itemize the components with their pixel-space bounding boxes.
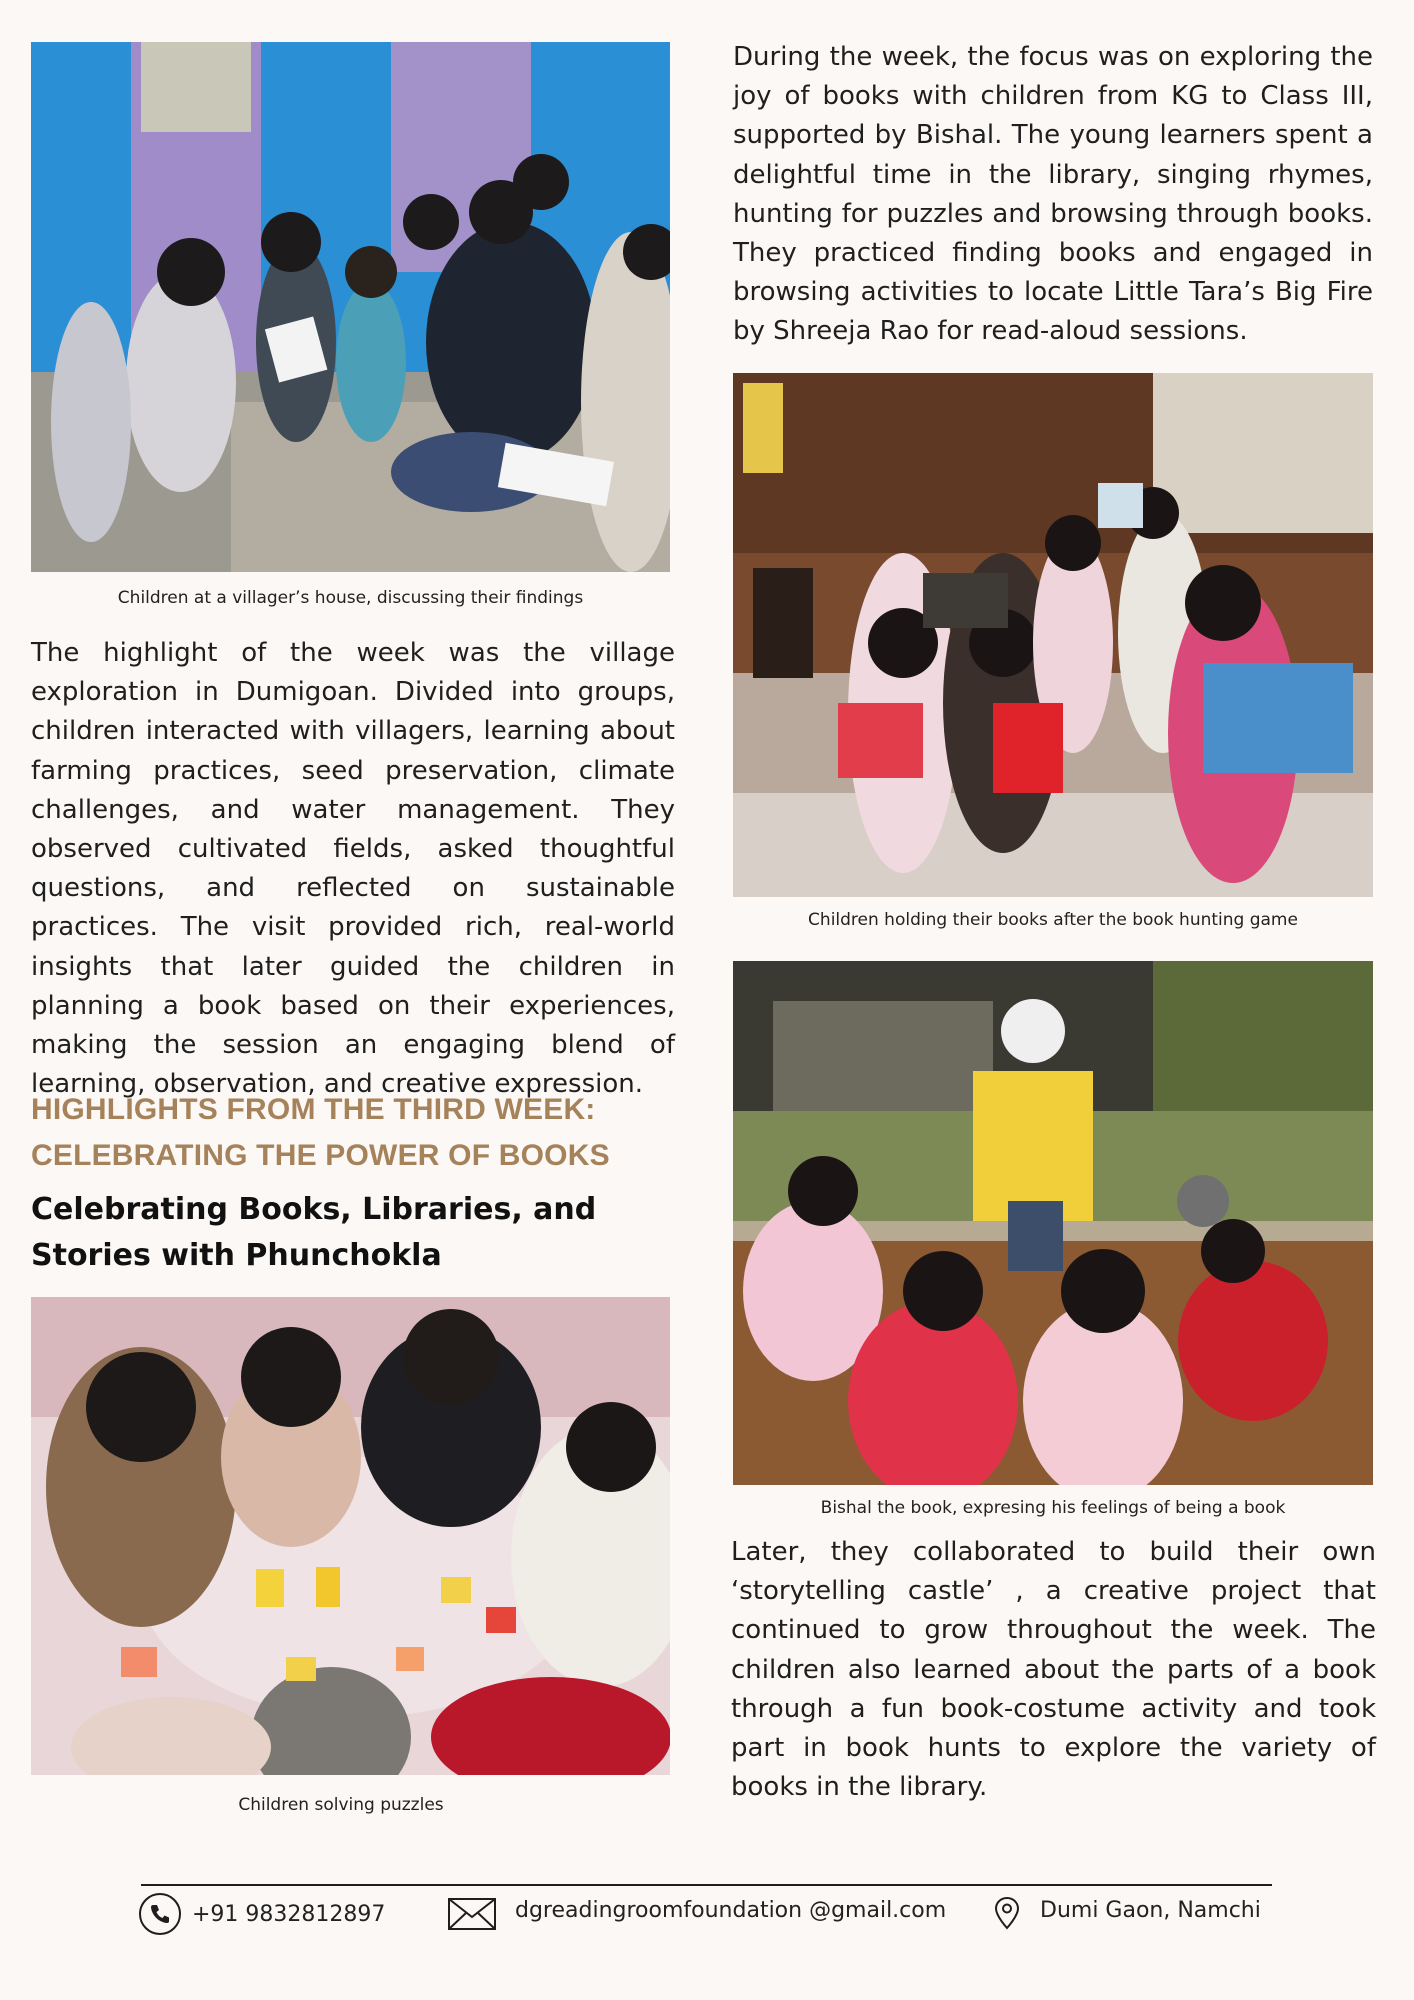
- photo-villager-house: [31, 42, 670, 572]
- footer-email-text: dgreadingroomfoundation @gmail.com: [515, 1897, 947, 1923]
- section-subheading: Celebrating Books, Libraries, and Stories with Phunchokla: [31, 1192, 597, 1273]
- photo-book-costume: [733, 961, 1373, 1485]
- photo-puzzles-image: [31, 1297, 670, 1775]
- phone-icon: [138, 1892, 182, 1936]
- photo-book-hunt: [733, 373, 1373, 897]
- paragraph-village-exploration: The highlight of the week was the village exploration in Dumigoan. Divided into groups, children interacted with villagers, learning about farming practices, seed preservation, climate challenges, and water management. They observed cultivated fields, asked thoughtful questions, and reflected on sustainable practices. The visit provided rich, real-world insights that later guided the children in planning a book based on their experiences, making the session an engaging blend of learning, observation, and creative expression.: [31, 638, 675, 1100]
- photo-puzzles: [31, 1297, 670, 1775]
- caption-puzzles: Children solving puzzles: [238, 1795, 444, 1815]
- paragraph-storytelling-castle: Later, they collaborated to build their own ‘storytelling castle’ , a creative project that continued to grow throughout the week. The children also learned about the parts of a book through a fun book-costume activity and took part in book hunts to explore the variety of books in the library.: [731, 1537, 1376, 1803]
- footer-email[interactable]: [447, 1892, 946, 1936]
- footer-divider: [141, 1884, 1272, 1886]
- photo-villager-house-image: [31, 42, 670, 572]
- location-pin-icon: [994, 1896, 1020, 1932]
- photo-book-costume-image: [733, 961, 1373, 1485]
- caption-book-costume: Bishal the book, expresing his feelings of being a book: [820, 1498, 1286, 1518]
- footer-phone-text: +91 9832812897: [192, 1901, 386, 1927]
- footer-phone[interactable]: [138, 1892, 385, 1936]
- photo-book-hunt-image: [733, 373, 1373, 897]
- section-heading: HIGHLIGHTS FROM THE THIRD WEEK: CELEBRATING THE POWER OF BOOKS: [31, 1093, 610, 1172]
- caption-villager-house: Children at a villager’s house, discussing their findings: [117, 588, 584, 608]
- paragraph-week-focus: During the week, the focus was on exploring the joy of books with children from KG to Class III, supported by Bishal. The young learners spent a delightful time in the library, singing rhymes, hunting for puzzles and browsing through books. They practiced finding books and engaged in browsing activities to locate Little Tara’s Big Fire by Shreeja Rao for read-aloud sessions.: [733, 42, 1373, 347]
- footer-location-text: Dumi Gaon, Namchi: [1040, 1897, 1261, 1923]
- caption-book-hunt: Children holding their books after the book hunting game: [808, 910, 1298, 930]
- footer-location: [994, 1892, 1261, 1936]
- envelope-icon: [447, 1896, 497, 1932]
